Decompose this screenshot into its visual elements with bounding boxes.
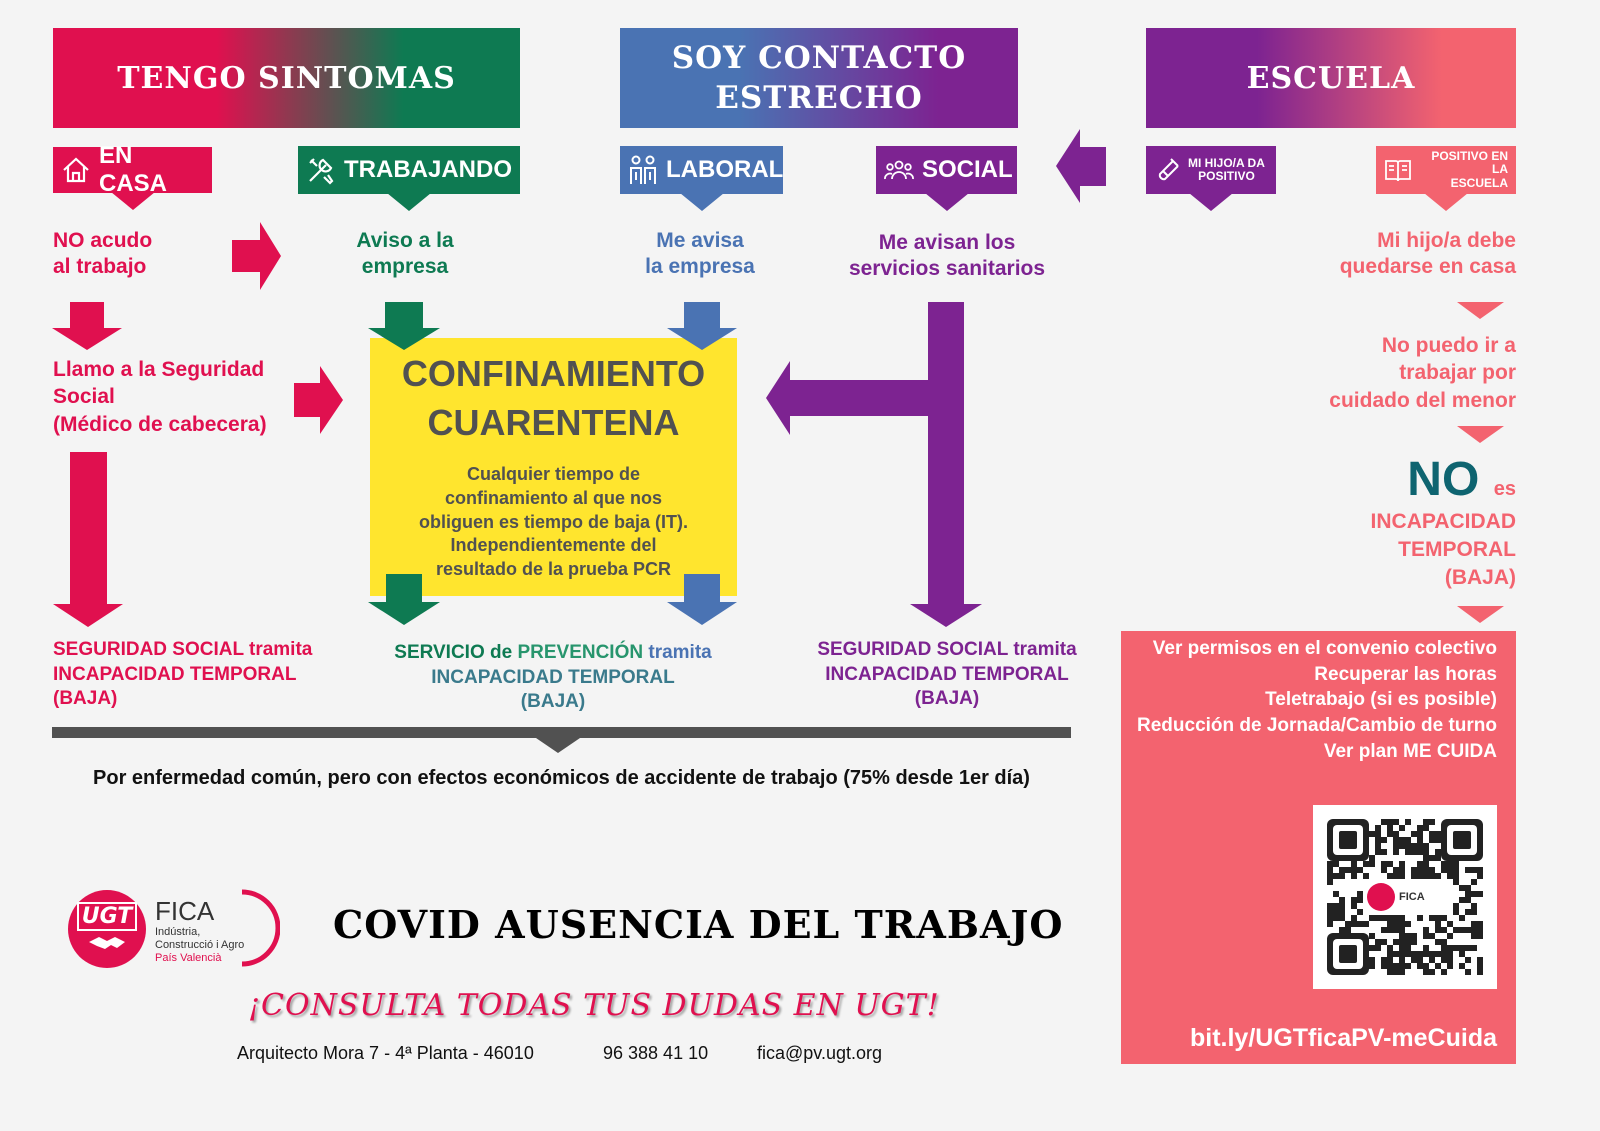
qr-module: [1333, 903, 1339, 909]
qr-module: [1435, 831, 1441, 837]
qr-module: [1381, 867, 1387, 873]
qr-module: [1327, 879, 1333, 885]
qr-module: [1393, 939, 1399, 945]
qr-module: [1447, 963, 1453, 969]
arrow-down-icon: [368, 302, 440, 350]
qr-module: [1393, 951, 1399, 957]
step-no-incapacidad: INCAPACIDAD TEMPORAL (BAJA): [1370, 510, 1516, 589]
qr-module: [1363, 861, 1369, 867]
qr-module: [1423, 861, 1429, 867]
qr-module: [1435, 951, 1441, 957]
qr-module: [1471, 903, 1477, 909]
qr-module: [1381, 861, 1387, 867]
qr-module: [1399, 915, 1405, 921]
qr-module: [1477, 891, 1483, 897]
qr-module: [1387, 963, 1393, 969]
qr-module: [1411, 831, 1417, 837]
qr-module: [1399, 837, 1405, 843]
qr-module: [1435, 939, 1441, 945]
qr-module: [1393, 927, 1399, 933]
qr-module: [1405, 843, 1411, 849]
qr-module: [1417, 843, 1423, 849]
qr-module: [1465, 945, 1471, 951]
qr-module: [1465, 885, 1471, 891]
qr-module: [1351, 903, 1357, 909]
qr-module: [1369, 945, 1375, 951]
qr-module: [1453, 873, 1459, 879]
qr-module: [1465, 867, 1471, 873]
qr-module: [1441, 867, 1447, 873]
qr-module: [1417, 951, 1423, 957]
contact-address: Arquitecto Mora 7 - 4ª Planta - 46010: [237, 1043, 534, 1063]
header-soy-contacto: SOY CONTACTO ESTRECHO: [620, 28, 1018, 128]
qr-module: [1381, 915, 1387, 921]
confinamiento-title: CONFINAMIENTO CUARENTENA: [401, 353, 706, 443]
qr-module: [1339, 867, 1345, 873]
arrow-right-icon: [232, 222, 281, 290]
qr-module: [1399, 927, 1405, 933]
ugt-logo: UGT: [68, 890, 146, 968]
qr-module: [1399, 963, 1405, 969]
arrow-right-icon: [294, 366, 343, 434]
qr-module: [1471, 867, 1477, 873]
qr-module: [1351, 921, 1357, 927]
qr-module: [1399, 945, 1405, 951]
divider-bar: [52, 727, 1071, 738]
qr-module: [1447, 957, 1453, 963]
qr-module: [1327, 861, 1333, 867]
qr-module: [1411, 849, 1417, 855]
qr-module: [1399, 939, 1405, 945]
ugt-mini-logo-icon: [1367, 883, 1395, 911]
qr-module: [1459, 915, 1465, 921]
no-es-label: NO es: [1407, 453, 1516, 506]
fica-text: FICA Indústria, Construcció i Agro País Valencià: [155, 896, 245, 965]
qr-module: [1417, 831, 1423, 837]
qr-module: [1327, 909, 1333, 915]
qr-module: [1333, 873, 1339, 879]
arrow-down-icon: [667, 302, 737, 350]
qr-module: [1441, 915, 1447, 921]
qr-module: [1405, 819, 1411, 825]
qr-module: [1465, 957, 1471, 963]
arrow-down-icon: [667, 574, 737, 625]
qr-module: [1333, 861, 1339, 867]
qr-module: [1381, 849, 1387, 855]
step-aviso-empresa: Aviso a la empresa: [356, 229, 454, 279]
arrow-down-icon: [1457, 606, 1504, 623]
arrow-down-icon: [1457, 426, 1504, 443]
qr-module: [1339, 915, 1345, 921]
qr-module: [1417, 837, 1423, 843]
qr-module: [1399, 957, 1405, 963]
qr-module: [1369, 957, 1375, 963]
qr-module: [1399, 861, 1405, 867]
qr-module: [1327, 873, 1333, 879]
qr-module: [1429, 819, 1435, 825]
qr-module: [1459, 951, 1465, 957]
step-llamo-seguridad-social: Llamo a la Seguridad Social (Médico de cabecera): [53, 358, 267, 436]
qr-module: [1423, 819, 1429, 825]
qr-module: [1441, 957, 1447, 963]
qr-module: [1423, 927, 1429, 933]
qr-module: [1429, 867, 1435, 873]
qr-module: [1351, 873, 1357, 879]
qr-module: [1447, 933, 1453, 939]
qr-module: [1441, 945, 1447, 951]
qr-module: [1435, 963, 1441, 969]
qr-module: [1327, 903, 1333, 909]
qr-module: [1429, 957, 1435, 963]
qr-module: [1375, 831, 1381, 837]
qr-module: [1435, 855, 1441, 861]
step-no-acudo: NO acudo al trabajo: [53, 229, 153, 279]
qr-module: [1411, 933, 1417, 939]
qr-module: [1441, 861, 1447, 867]
qr-module: [1465, 969, 1471, 975]
qr-module: [1435, 849, 1441, 855]
qr-module: [1369, 915, 1375, 921]
qr-module: [1423, 825, 1429, 831]
arrow-down-icon: [910, 302, 982, 627]
qr-module: [1435, 837, 1441, 843]
qr-module: [1447, 945, 1453, 951]
step-no-puedo-trabajar: No puedo ir a trabajar por cuidado del menor: [1329, 334, 1516, 412]
qr-module: [1441, 927, 1447, 933]
qr-module: [1369, 831, 1375, 837]
qr-module: [1381, 837, 1387, 843]
qr-module: [1447, 951, 1453, 957]
qr-module: [1351, 897, 1357, 903]
qr-module: [1435, 927, 1441, 933]
qr-module: [1375, 843, 1381, 849]
result-seguridad-social-left: SEGURIDAD SOCIAL tramita INCAPACIDAD TEMPORAL (BAJA): [53, 639, 313, 710]
qr-module: [1423, 963, 1429, 969]
arrow-down-icon: [1457, 302, 1504, 319]
qr-module: [1387, 915, 1393, 921]
qr-module: [1399, 843, 1405, 849]
qr-module: [1423, 933, 1429, 939]
qr-module: [1459, 897, 1465, 903]
qr-module: [1423, 849, 1429, 855]
qr-module: [1405, 939, 1411, 945]
qr-module: [1405, 921, 1411, 927]
qr-module: [1435, 921, 1441, 927]
qr-module: [1327, 867, 1333, 873]
qr-module: [1471, 879, 1477, 885]
qr-module: [1477, 867, 1483, 873]
qr-module: [1429, 837, 1435, 843]
qr-module: [1465, 897, 1471, 903]
qr-module: [1381, 963, 1387, 969]
tag-en-casa: EN CASA: [53, 147, 212, 193]
qr-module: [1423, 951, 1429, 957]
qr-module: [1453, 903, 1459, 909]
pink-info-list: Ver permisos en el convenio colectivo Recuperar las horas Teletrabajo (si es posible) Reducción de Jornada/Cambio de turno Ver plan ME CUIDA: [1137, 638, 1497, 762]
handshake-icon: [87, 933, 127, 951]
qr-module: [1447, 861, 1453, 867]
qr-module: [1405, 951, 1411, 957]
qr-finder: [1441, 819, 1483, 861]
qr-module: [1477, 957, 1483, 963]
qr-module: [1477, 927, 1483, 933]
qr-module: [1423, 945, 1429, 951]
qr-module: [1411, 843, 1417, 849]
qr-module: [1477, 963, 1483, 969]
qr-module: [1471, 891, 1477, 897]
qr-module: [1375, 915, 1381, 921]
tag-laboral: LABORAL: [620, 146, 783, 194]
qr-module: [1375, 945, 1381, 951]
qr-module: [1447, 867, 1453, 873]
qr-module: [1399, 921, 1405, 927]
qr-module: [1405, 849, 1411, 855]
qr-module: [1393, 837, 1399, 843]
qr-module: [1441, 939, 1447, 945]
qr-module: [1333, 909, 1339, 915]
qr-module: [1453, 927, 1459, 933]
tag-trabajando: TRABAJANDO: [298, 146, 520, 194]
qr-module: [1471, 909, 1477, 915]
qr-module: [1345, 867, 1351, 873]
qr-module: [1387, 819, 1393, 825]
qr-module: [1477, 969, 1483, 975]
qr-module: [1465, 891, 1471, 897]
qr-module: [1471, 933, 1477, 939]
qr-module: [1357, 921, 1363, 927]
qr-module: [1405, 963, 1411, 969]
step-hijo-en-casa: Mi hijo/a debe quedarse en casa: [1339, 229, 1516, 279]
qr-module: [1453, 861, 1459, 867]
qr-module: [1393, 921, 1399, 927]
qr-module: [1393, 843, 1399, 849]
qr-module: [1327, 921, 1333, 927]
qr-module: [1399, 825, 1405, 831]
qr-module: [1411, 939, 1417, 945]
qr-module: [1393, 831, 1399, 837]
qr-module: [1429, 831, 1435, 837]
qr-module: [1369, 963, 1375, 969]
step-me-avisa-empresa: Me avisa la empresa: [645, 229, 755, 279]
qr-module: [1453, 909, 1459, 915]
qr-module: [1381, 939, 1387, 945]
qr-module: [1387, 831, 1393, 837]
qr-module: [1369, 861, 1375, 867]
qr-module: [1399, 867, 1405, 873]
qr-module: [1423, 843, 1429, 849]
qr-module: [1471, 927, 1477, 933]
qr-module: [1477, 933, 1483, 939]
qr-finder: [1327, 819, 1369, 861]
qr-module: [1459, 927, 1465, 933]
qr-module: [1393, 915, 1399, 921]
contact-email[interactable]: fica@pv.ugt.org: [757, 1043, 882, 1063]
arrow-left-icon: [766, 361, 928, 435]
qr-module: [1447, 921, 1453, 927]
qr-module: [1381, 927, 1387, 933]
qr-module: [1411, 957, 1417, 963]
qr-module: [1357, 867, 1363, 873]
fica-arc-icon: [236, 888, 280, 968]
qr-module: [1387, 861, 1393, 867]
qr-module: [1441, 969, 1447, 975]
qr-module: [1345, 921, 1351, 927]
header-tengo-sintomas: TENGO SINTOMAS: [53, 28, 520, 128]
qr-module: [1363, 921, 1369, 927]
qr-module: [1417, 849, 1423, 855]
qr-module: [1405, 945, 1411, 951]
qr-module: [1387, 945, 1393, 951]
divider-pointer: [536, 738, 580, 753]
qr-module: [1417, 867, 1423, 873]
arrow-down-icon: [368, 574, 440, 625]
qr-module: [1429, 933, 1435, 939]
qr-module: [1375, 939, 1381, 945]
qr-module: [1405, 933, 1411, 939]
page-title: COVID AUSENCIA DEL TRABAJO: [333, 902, 1064, 947]
qr-module: [1381, 819, 1387, 825]
consulta-banner: ¡CONSULTA TODAS TUS DUDAS EN UGT!: [248, 988, 940, 1023]
qr-module: [1417, 963, 1423, 969]
qr-module: [1393, 849, 1399, 855]
step-me-avisan-sanitarios: Me avisan los servicios sanitarios: [848, 231, 1046, 281]
qr-module: [1339, 909, 1345, 915]
qr-module: [1369, 855, 1375, 861]
qr-module: [1429, 855, 1435, 861]
qr-module: [1387, 969, 1393, 975]
qr-module: [1441, 951, 1447, 957]
qr-finder: [1327, 933, 1369, 975]
qr-center-logo: FICA: [1363, 879, 1449, 915]
qr-module: [1399, 933, 1405, 939]
footer-note: Por enfermedad común, pero con efectos económicos de accidente de trabajo (75% desde 1er día): [93, 767, 1030, 789]
qr-module: [1417, 861, 1423, 867]
tag-social: SOCIAL: [876, 146, 1017, 194]
qr-module: [1411, 951, 1417, 957]
qr-module: [1339, 927, 1345, 933]
qr-module: [1465, 909, 1471, 915]
qr-module: [1411, 867, 1417, 873]
arrow-down-icon: [52, 302, 122, 350]
qr-module: [1423, 855, 1429, 861]
qr-module: [1375, 837, 1381, 843]
qr-module: [1453, 867, 1459, 873]
qr-module: [1399, 951, 1405, 957]
qr-module: [1423, 867, 1429, 873]
qr-module: [1345, 927, 1351, 933]
qr-module: [1459, 963, 1465, 969]
qr-module: [1339, 897, 1345, 903]
qr-module: [1399, 969, 1405, 975]
qr-module: [1477, 921, 1483, 927]
qr-module: [1429, 951, 1435, 957]
qr-module: [1429, 969, 1435, 975]
qr-module: [1453, 945, 1459, 951]
qr-module: [1405, 837, 1411, 843]
qr-module: [1351, 861, 1357, 867]
qr-module: [1465, 927, 1471, 933]
result-servicio-prevencion: SERVICIO de PREVENCIÓN tramita INCAPACIDAD TEMPORAL (BAJA): [394, 642, 712, 713]
qr-module: [1417, 825, 1423, 831]
qr-module: [1417, 957, 1423, 963]
tag-positivo-escuela: POSITIVO EN LA ESCUELA: [1376, 146, 1516, 194]
link-mecuida[interactable]: bit.ly/UGTficaPV-meCuida: [1189, 1024, 1497, 1052]
qr-module: [1327, 915, 1333, 921]
qr-module: [1453, 879, 1459, 885]
qr-module: [1387, 825, 1393, 831]
tag-mi-hijo-positivo: MI HIJO/A DA POSITIVO: [1146, 146, 1276, 194]
qr-module: [1393, 867, 1399, 873]
qr-module: [1417, 915, 1423, 921]
contact-phone: 96 388 41 10: [603, 1043, 709, 1063]
qr-code[interactable]: [1313, 805, 1497, 989]
qr-module: [1333, 891, 1339, 897]
qr-module: [1471, 945, 1477, 951]
qr-module: [1339, 873, 1345, 879]
qr-module: [1471, 921, 1477, 927]
header-escuela: ESCUELA: [1146, 28, 1516, 128]
qr-module: [1381, 957, 1387, 963]
qr-module: [1375, 825, 1381, 831]
qr-module: [1429, 915, 1435, 921]
qr-module: [1339, 903, 1345, 909]
arrow-down-icon: [53, 452, 123, 627]
qr-module: [1351, 867, 1357, 873]
confinamiento-text: Cualquier tiempo de confinamiento al que nos obliguen es tiempo de baja (IT). Independientemente del resultado de la prueba PCR: [418, 464, 689, 579]
qr-module: [1393, 963, 1399, 969]
arrow-left-icon: [1056, 129, 1106, 203]
qr-module: [1351, 915, 1357, 921]
qr-module: [1333, 915, 1339, 921]
qr-module: [1387, 951, 1393, 957]
result-seguridad-social-right: SEGURIDAD SOCIAL tramita INCAPACIDAD TEMPORAL (BAJA): [817, 639, 1077, 710]
qr-module: [1459, 885, 1465, 891]
qr-module: [1393, 969, 1399, 975]
qr-module: [1375, 849, 1381, 855]
qr-module: [1423, 969, 1429, 975]
qr-module: [1387, 957, 1393, 963]
qr-module: [1387, 921, 1393, 927]
qr-module: [1459, 945, 1465, 951]
qr-module: [1393, 819, 1399, 825]
qr-module: [1369, 933, 1375, 939]
qr-module: [1435, 915, 1441, 921]
qr-module: [1477, 873, 1483, 879]
qr-module: [1387, 927, 1393, 933]
